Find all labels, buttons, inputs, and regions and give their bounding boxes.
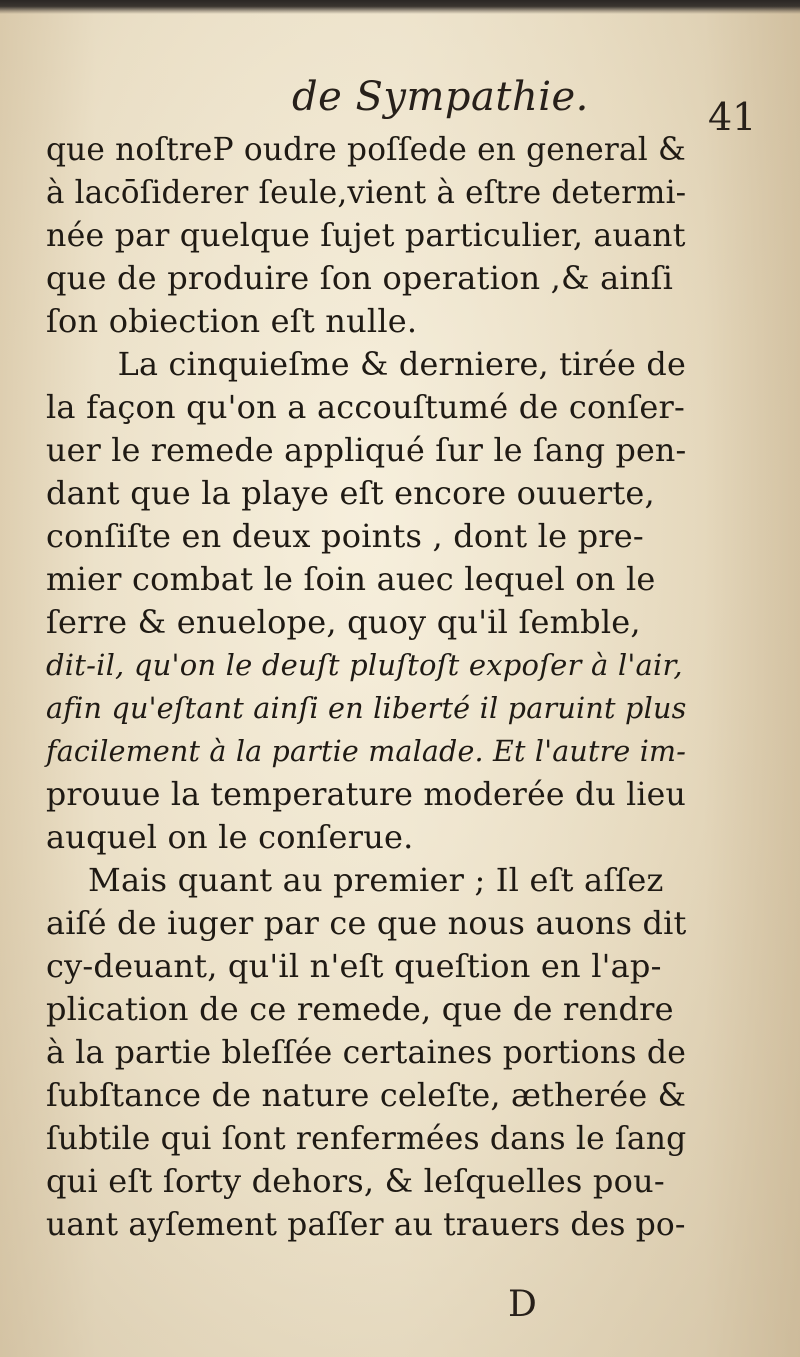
- text-line: ſubſtance de nature celeſte, ætherée &: [46, 1076, 687, 1114]
- text-line: que noſtreP oudre poſſede en general &: [46, 130, 686, 168]
- text-line: ſon obiection eſt nulle.: [46, 302, 418, 340]
- page-number: 41: [708, 95, 757, 139]
- text-line: que de produire ſon operation ,& ainſi: [46, 259, 674, 297]
- text-line: uer le remede appliqué ſur le ſang pen-: [46, 431, 687, 469]
- running-head: de Sympathie.: [292, 74, 589, 120]
- text-line: la façon qu'on a accouſtumé de conſer-: [46, 388, 686, 426]
- text-line: uant ayſement paſſer au trauers des po-: [46, 1205, 686, 1243]
- text-line: à la partie bleſſée certaines portions de: [46, 1033, 687, 1071]
- text-line: facilement à la partie malade. Et l'autre im-: [46, 734, 687, 768]
- text-line: qui eſt ſorty dehors, & leſquelles pou-: [46, 1162, 665, 1200]
- text-line: La cinquieſme & derniere, tirée de: [117, 345, 687, 383]
- body-text: [46, 128, 686, 1246]
- text-line: prouue la temperature moderée du lieu: [46, 775, 686, 813]
- text-line: aiſé de iuger par ce que nous auons dit: [46, 904, 687, 942]
- text-line: Mais quant au premier ; Il eſt aſſez: [88, 861, 664, 899]
- text-line: conſiſte en deux points , dont le pre-: [46, 517, 644, 555]
- text-line: plication de ce remede, que de rendre: [46, 990, 674, 1028]
- text-line: née par quelque ſujet particulier, auant: [46, 216, 686, 254]
- page-top-edge: [0, 0, 800, 14]
- text-line: dant que la playe eſt encore ouuerte,: [46, 474, 655, 512]
- text-line: auquel on le conſerue.: [46, 818, 414, 856]
- text-line: à lacōſiderer ſeule,vient à eſtre determi-: [46, 173, 687, 211]
- text-line: ſerre & enuelope, quoy qu'il ſemble,: [46, 603, 641, 641]
- text-line: mier combat le ſoin auec lequel on le: [46, 560, 656, 598]
- text-line: afin qu'eſtant ainſi en liberté il paruint plus: [46, 691, 687, 725]
- catchword: D: [508, 1284, 537, 1325]
- text-line: cy-deuant, qu'il n'eſt queſtion en l'ap-: [46, 947, 662, 985]
- text-line: ſubtile qui ſont renfermées dans le ſang: [46, 1119, 687, 1157]
- text-line: dit-il, qu'on le deuſt pluſtoſt expoſer à l'air,: [46, 648, 683, 682]
